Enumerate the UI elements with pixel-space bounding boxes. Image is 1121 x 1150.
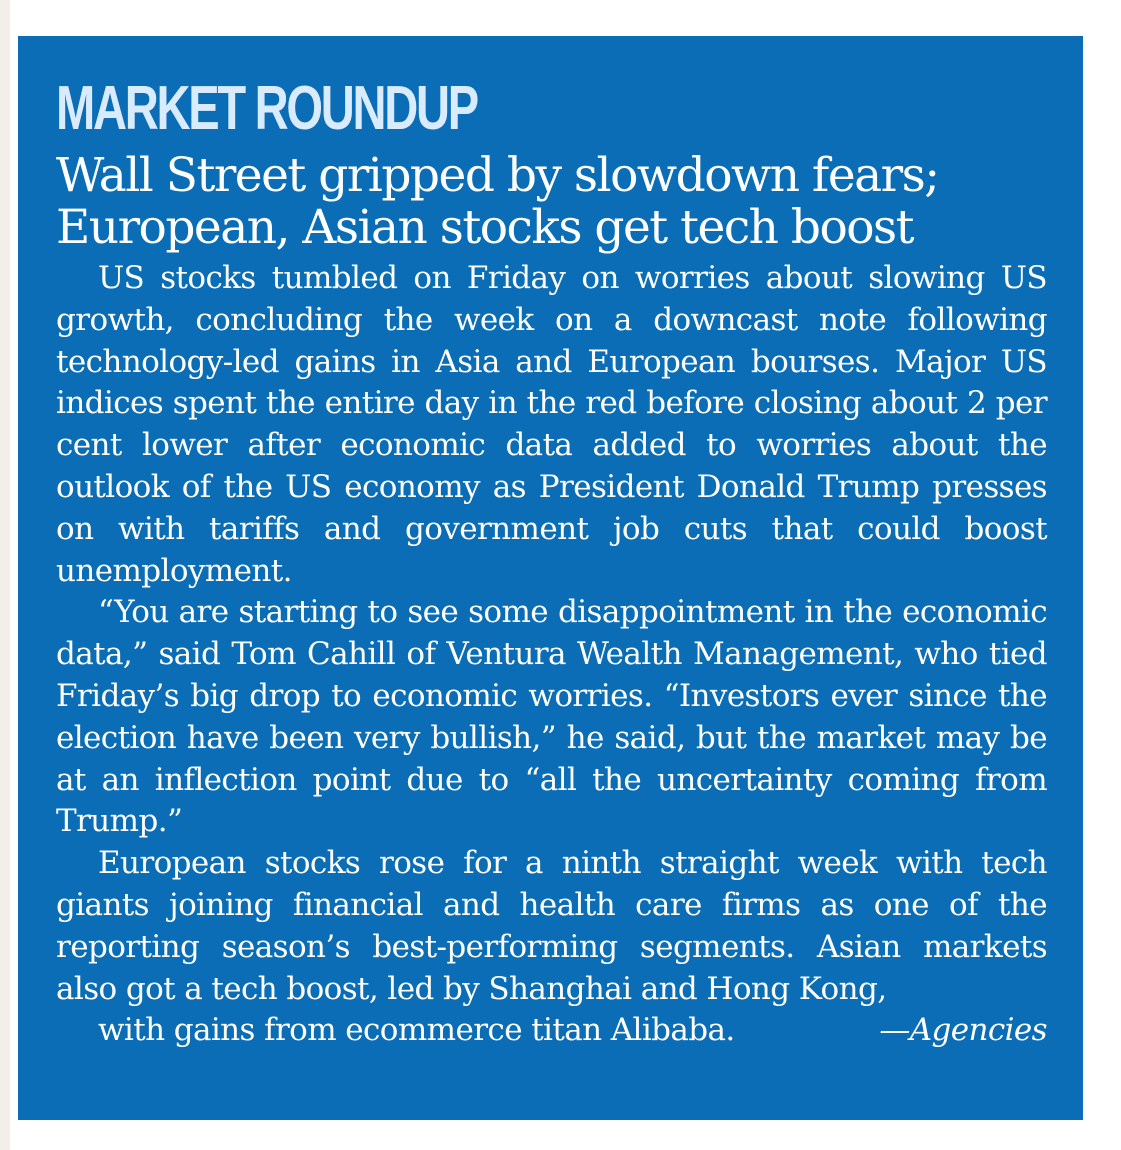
paragraph-1: US stocks tumbled on Friday on worries about slowing US growth, concluding the week on a downcast note following technology-led gains in Asia and European bourses. Major US indices spent the entire day in the red before closing about 2 per cent lower after economic data added to worries about the outlook of the US economy as President Donald Trump presses on with tariffs and government job cuts that could boost unemployment. bbox=[56, 260, 1047, 589]
headline bbox=[56, 150, 1047, 254]
market-roundup-box bbox=[18, 36, 1083, 1120]
article-body bbox=[56, 258, 1047, 1052]
agency-credit: —Agencies bbox=[879, 1012, 1047, 1049]
last-line-row bbox=[56, 1010, 1047, 1052]
paragraph-2: “You are starting to see some disappointment in the economic data,” said Tom Cahill of Ventura Wealth Management, who tied Friday’s big drop to economic worries. “Investors ever since the election have been very bullish,” he said, but the market may be at an inflection point due to “all the uncertainty coming from Trump.” bbox=[56, 594, 1047, 840]
section-kicker: MARKET ROUNDUP bbox=[56, 74, 477, 143]
headline-line-2: European, Asian stocks get tech boost bbox=[56, 200, 914, 255]
last-line: with gains from ecommerce titan Alibaba. bbox=[98, 1012, 735, 1049]
page-edge bbox=[0, 0, 10, 1150]
paragraph-3: European stocks rose for a ninth straight week with tech giants joining financial and health care firms as one of the reporting season’s best-performing segments. Asian markets also got a tech boost, led by Shanghai and Hong Kong, bbox=[56, 845, 1047, 1007]
headline-line-1: Wall Street gripped by slowdown fears; bbox=[56, 148, 939, 203]
